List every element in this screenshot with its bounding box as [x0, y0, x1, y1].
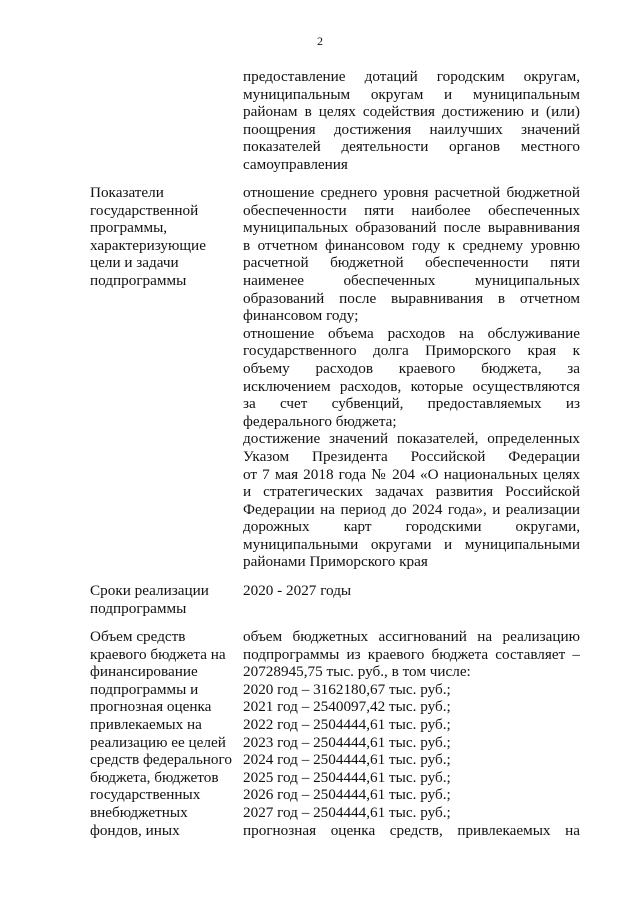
row-2-label: [90, 582, 240, 617]
row-0-value: [243, 68, 580, 174]
label-line: подпрограммы: [90, 599, 187, 617]
text-line: за счет субвенций, предоставляемых из: [243, 395, 580, 413]
text-line: отношение среднего уровня расчетной бюджетной: [243, 184, 580, 201]
text-line: в отчетном финансовом году к среднему уровню: [243, 236, 580, 254]
text-line: 2025 год – 2504444,61 тыс. руб.;: [243, 768, 451, 786]
text-line: образований после выравнивания в отчетном: [243, 289, 580, 307]
text-line: объему расходов краевого бюджета, за: [243, 359, 580, 377]
text-line: 2024 год – 2504444,61 тыс. руб.;: [243, 751, 451, 769]
text-line: муниципальными округами и муниципальными: [243, 535, 580, 553]
text-line: исключением расходов, которые осуществляются: [243, 377, 580, 395]
text-line: Указом Президента Российской Федерации: [243, 447, 580, 465]
text-line: предоставление дотаций городским округам,: [243, 68, 580, 85]
text-line: районам в целях содействия достижению и (или): [243, 103, 580, 121]
text-line: самоуправления: [243, 155, 348, 173]
label-line: прогнозная оценка: [90, 698, 212, 716]
text-line: наименее обеспеченных муниципальных: [243, 271, 580, 289]
text-line: отношение объема расходов на обслуживание: [243, 324, 580, 342]
label-line: средств федерального: [90, 751, 232, 769]
row-3-label: [90, 628, 240, 839]
text-line: Федерации на период до 2024 года», и реализации: [243, 500, 580, 518]
label-line: привлекаемых на: [90, 715, 202, 733]
row-1-label: [90, 184, 240, 290]
text-line: 2022 год – 2504444,61 тыс. руб.;: [243, 715, 451, 733]
text-line: 2020 - 2027 годы: [243, 582, 352, 599]
text-line: расчетной бюджетной обеспеченности пяти: [243, 254, 580, 272]
label-line: программы,: [90, 219, 168, 237]
text-line: муниципальных образований после выравнивания: [243, 219, 580, 237]
text-line: от 7 мая 2018 года № 204 «О национальных целях: [243, 465, 580, 483]
row-1-value: [243, 184, 580, 571]
label-line: подпрограммы: [90, 271, 187, 289]
label-line: Объем средств: [90, 628, 186, 645]
label-line: характеризующие: [90, 236, 206, 254]
text-line: и стратегических задачах развития Российской: [243, 483, 580, 501]
label-line: реализацию ее целей: [90, 733, 226, 751]
label-line: цели и задачи: [90, 254, 179, 272]
text-line: 2027 год – 2504444,61 тыс. руб.;: [243, 803, 451, 821]
label-line: финансирование: [90, 663, 198, 681]
text-line: дорожных карт городскими округами,: [243, 518, 580, 536]
label-line: фондов, иных: [90, 821, 180, 839]
row-3-value: [243, 628, 580, 839]
text-line: обеспеченности пяти наиболее обеспеченных: [243, 201, 580, 219]
label-line: государственных: [90, 786, 201, 804]
text-line: подпрограммы из краевого бюджета составляет –: [243, 645, 580, 663]
text-line: федерального бюджета;: [243, 412, 397, 430]
text-line: объем бюджетных ассигнований на реализацию: [243, 628, 580, 645]
text-line: достижение значений показателей, определенных: [243, 430, 580, 448]
text-line: 20728945,75 тыс. руб., в том числе:: [243, 663, 471, 681]
text-line: 2023 год – 2504444,61 тыс. руб.;: [243, 733, 451, 751]
text-line: поощрения достижения наилучших значений: [243, 120, 580, 138]
label-line: бюджета, бюджетов: [90, 768, 219, 786]
label-line: подпрограммы и: [90, 680, 199, 698]
text-line: 2026 год – 2504444,61 тыс. руб.;: [243, 786, 451, 804]
text-line: государственного долга Приморского края к: [243, 342, 580, 360]
text-line: районами Приморского края: [243, 553, 428, 571]
label-line: государственной: [90, 201, 199, 219]
text-line: показателей деятельности органов местного: [243, 138, 580, 156]
label-line: краевого бюджета на: [90, 645, 226, 663]
text-line: 2020 год – 3162180,67 тыс. руб.;: [243, 680, 451, 698]
text-line: прогнозная оценка средств, привлекаемых на: [243, 821, 580, 839]
text-line: 2021 год – 2540097,42 тыс. руб.;: [243, 698, 451, 716]
label-line: внебюджетных: [90, 803, 188, 821]
label-line: Показатели: [90, 184, 164, 201]
row-2-value: [243, 582, 580, 600]
text-line: финансовом году;: [243, 307, 359, 325]
page-number: 2: [317, 34, 323, 48]
text-line: муниципальным округам и муниципальным: [243, 85, 580, 103]
label-line: Сроки реализации: [90, 582, 209, 599]
